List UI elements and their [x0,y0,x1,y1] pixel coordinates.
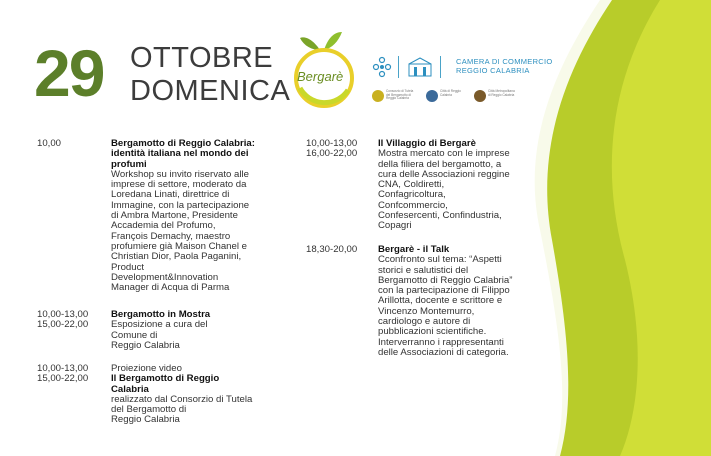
event-body-line: cura delle Associazioni reggine [378,168,510,180]
event-title-line: Il Bergamotto di Reggio [111,373,220,385]
event-body-line: Immagine, con la partecipazione [111,199,250,211]
event-body-line: Copagri [378,220,412,232]
metro-city-logo-label: Città Metropolitana di Reggio Calabria [488,89,515,97]
event-body-line: Reggio Calabria [111,414,180,426]
consortium-logo-label: Consorzio di Tutela del Bergamotto di Reggio Calabria [386,89,414,101]
event-body-line: Product [111,261,145,273]
month-label: OTTOBRE [130,42,274,74]
event-body-line: Confesercenti, Confindustria, [378,210,502,222]
right-event-1-times [306,139,357,160]
event-body-line: Arillotta, docente e scrittore e [378,295,503,307]
event-body-line: delle Associazioni di categoria. [378,346,509,358]
event-body-line: del Bergamotto di [111,404,187,416]
event-pre-line: Proiezione video [111,363,182,374]
consortium-logo-icon [372,90,384,102]
leaf-icon [300,37,320,50]
event-body-line: della filiera del bergamotto, a [378,158,502,170]
left-event-1-times [37,139,61,149]
left-event-2-times [37,310,88,331]
event-body-line: Cconfronto sul tema: “Aspetti [378,254,502,266]
event-body-line: François Demachy, maestro [111,230,231,242]
event-body-line: storici e salutistici del [378,264,469,276]
event-title-line: Bergamotto in Mostra [111,309,211,320]
event-body-line: Workshop su invito riservato alle [111,168,249,180]
event-body-line: Esposizione a cura del [111,319,208,331]
event-title-line: Bergamotto di Reggio Calabria: [111,138,255,149]
right-event-2 [378,245,548,358]
event-body-line: pubblicazioni scientifiche. [378,326,487,338]
event-body-line: CNA, Coldiretti, [378,179,445,191]
left-event-3-times [37,364,88,385]
event-body-line: Accademia del Profumo, [111,220,216,232]
leaf-icon [324,32,342,50]
event-body-line: Interverranno i rappresentanti [378,336,504,348]
event-title-line: identità italiana nel mondo dei [111,148,249,160]
logo-divider [398,56,399,78]
city-logo-label: Città di Reggio Calabria [440,89,461,97]
event-title-line: Calabria [111,383,149,395]
partner-logos [368,52,558,112]
event-body-line: cardiologo e autore di [378,316,471,328]
event-body-line: imprese di settore, moderato da [111,179,247,191]
event-body-line: Reggio Calabria [111,339,180,351]
event-body-line: Mostra mercato con le imprese [378,148,510,160]
event-body-line: Bergamotto di Reggio Calabria” [378,274,513,286]
event-time: 15,00-22,00 [37,373,89,385]
event-body-line: Manager di Acqua di Parma [111,282,230,294]
city-logo-icon [426,90,438,102]
day-number: 29 [34,36,104,110]
event-title-line: Il Villaggio di Bergarè [378,138,476,149]
city-crest-icon [406,56,434,78]
event-time: 10,00-13,00 [306,138,358,149]
logo-divider [440,56,441,78]
event-body-line: realizzato dal Consorzio di Tutela [111,393,253,405]
right-event-1 [378,139,548,232]
event-body-line: Comune di [111,329,158,341]
event-body-line: di Ambra Martone, Presidente [111,210,238,222]
bergare-wordmark: Bergarè [297,69,344,84]
event-time: 16,00-22,00 [306,148,358,160]
event-body-line: Christian Dior, Paola Paganini, [111,251,242,263]
header [0,0,711,120]
event-body-line: Development&Innovation [111,271,219,283]
left-event-3 [111,364,281,426]
event-time: 10,00 [37,138,62,149]
event-time: 10,00-13,00 [37,363,89,374]
event-title-line: profumi [111,158,147,170]
chamber-name [456,57,553,75]
metro-city-logo-icon [474,90,486,102]
event-body-line: Loredana Linati, direttrice di [111,189,230,201]
event-time: 15,00-22,00 [37,319,89,331]
event-time: 10,00-13,00 [37,309,89,320]
weekday-label: DOMENICA [130,75,291,107]
event-body-line: Confcommercio, [378,199,448,211]
left-event-2 [111,310,281,351]
event-body-line: profumiere già Maison Chanel e [111,240,247,252]
event-body-line: Vincenzo Montemurro, [378,305,475,317]
event-title-line: Bergarè - il Talk [378,244,450,255]
chamber-name-line: REGGIO CALABRIA [456,66,530,75]
chamber-emblem-icon [372,56,392,78]
left-event-1 [111,139,281,293]
chamber-name-line: CAMERA DI COMMERCIO [456,57,553,66]
event-time: 18,30-20,00 [306,244,358,255]
right-event-2-times [306,245,357,255]
event-body-line: Confagricoltura, [378,189,446,201]
event-body-line: con la partecipazione di Filippo [378,285,510,297]
